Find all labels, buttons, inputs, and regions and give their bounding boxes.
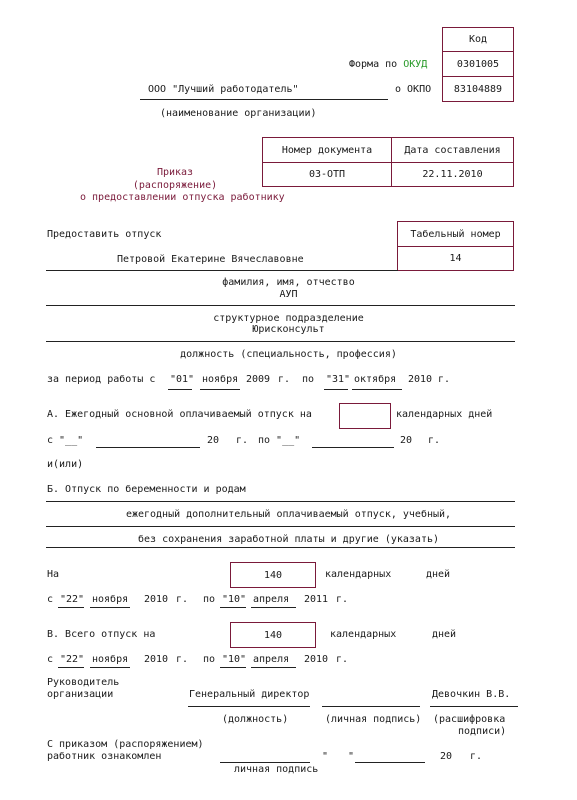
okpo-value: 83104889 [453, 83, 503, 95]
period-from-month: ноября [202, 374, 239, 385]
section-b-line2: без сохранения заработной платы и другие (указать) [137, 534, 440, 545]
head-position: Генеральный директор [189, 689, 310, 700]
doc-date-cell: 22.11.2010 [391, 162, 514, 187]
title-rasporyazhenie: (распоряжение) [132, 180, 218, 191]
department: АУП [279, 289, 298, 300]
ack-quote-2: " [348, 751, 355, 762]
head-name: Девочкин В.В. [432, 689, 511, 700]
section-v-days-box: 140 [230, 622, 316, 648]
section-b-from-year: 2010 [144, 594, 169, 605]
ack-quote-1: " [322, 751, 329, 762]
kod-label: Код [468, 34, 488, 45]
section-b-to-day: "10" [222, 594, 247, 605]
section-b-from-month-line [90, 607, 130, 608]
section-a-g2: г. [428, 435, 441, 446]
section-v-to-month: апреля [253, 654, 290, 665]
grant-label: Предоставить отпуск [47, 229, 162, 240]
position-line [46, 341, 515, 342]
period-from-day-line [168, 389, 192, 390]
section-v-from-c: с [47, 654, 54, 665]
head-sign-line [322, 706, 420, 707]
cap-personal-sign: личная подпись [234, 764, 319, 775]
cap-decode-2: подписи) [458, 726, 507, 737]
section-b-to-year: 2011 [304, 594, 329, 605]
period-g1: г. [278, 374, 291, 385]
employee-name: Петровой Екатерине Вячеславовне [117, 254, 304, 265]
and-or: и(или) [47, 459, 84, 470]
section-v-to-month-line [251, 667, 296, 668]
section-b-days-label: календарных [325, 569, 392, 580]
section-a-to: по "__" [258, 435, 301, 446]
position: Юрисконсульт [252, 324, 325, 335]
section-v-from-month-line [90, 667, 130, 668]
section-a-to-line [312, 447, 394, 448]
title-subject: о предоставлении отпуска работнику [80, 192, 285, 203]
department-line [46, 305, 515, 306]
position-caption: должность (специальность, профессия) [180, 349, 397, 360]
period-prefix: за период работы с [47, 374, 156, 385]
section-a-g1: г. [236, 435, 249, 446]
period-to-month: октября [354, 374, 397, 385]
section-v-to-word: по [203, 654, 216, 665]
period-to-year: 2010 [408, 374, 433, 385]
head-label-1: Руководитель [47, 677, 120, 688]
head-name-line [430, 706, 518, 707]
section-v-to-day-line [220, 667, 246, 668]
section-b-from-day: "22" [60, 594, 85, 605]
section-v-g1: г. [176, 654, 189, 665]
period-to-day: "31" [326, 374, 351, 385]
okud-label: ОКУД [403, 59, 428, 70]
doc-number-header: Номер документа [262, 137, 392, 163]
ack-g: г. [470, 751, 483, 762]
section-v-days-word: дней [432, 629, 457, 640]
section-a-text: А. Ежегодный основной оплачиваемый отпуск на [47, 409, 312, 420]
section-b-line2-bottom [46, 547, 515, 548]
period-from-month-line [200, 389, 240, 390]
period-from-year: 2009 [246, 374, 271, 385]
section-v-from-month: ноября [92, 654, 129, 665]
section-a-days-box [339, 403, 391, 429]
section-a-from: с "__" [47, 435, 84, 446]
period-g2: г. [438, 374, 451, 385]
forma-label: Форма по ОКУД [349, 59, 428, 70]
cap-sign: (личная подпись) [325, 714, 422, 725]
doc-date-header: Дата составления [391, 137, 514, 163]
section-a-year2: 20 [400, 435, 413, 446]
doc-number-cell: 03-ОТП [262, 162, 392, 187]
title-prikaz: Приказ [156, 167, 194, 178]
tab-number-cell: 14 [397, 246, 514, 271]
section-b-to-word: по [203, 594, 216, 605]
section-v-to-day: "10" [222, 654, 247, 665]
okud-cell [442, 51, 514, 77]
section-b-to-month-line [251, 607, 296, 608]
period-to-word: по [302, 374, 315, 385]
ack-line-1: С приказом (распоряжением) [47, 739, 204, 750]
org-caption: (наименование организации) [160, 108, 317, 119]
section-b-line1-top [46, 501, 515, 502]
ack-line-2: работник ознакомлен [47, 751, 162, 762]
tab-number-header: Табельный номер [397, 221, 514, 247]
okpo-label: о ОКПО [395, 84, 432, 95]
section-v-from-year: 2010 [144, 654, 169, 665]
ack-year: 20 [440, 751, 453, 762]
period-from-day: "01" [170, 374, 195, 385]
section-v-g2: г. [336, 654, 349, 665]
org-name-line [140, 99, 388, 100]
org-name: ООО "Лучший работодатель" [148, 84, 299, 95]
kod-header-cell [442, 27, 514, 52]
okud-value: 0301005 [456, 58, 500, 70]
section-b-line2-top [46, 526, 515, 527]
section-v-from-day-line [58, 667, 84, 668]
dept-caption: структурное подразделение [213, 313, 364, 324]
okpo-cell [442, 76, 514, 102]
section-b-g1: г. [176, 594, 189, 605]
head-label-2: организации [47, 689, 114, 700]
section-b-to-day-line [220, 607, 246, 608]
section-b-from-month: ноября [92, 594, 129, 605]
cap-position: (должность) [222, 714, 289, 725]
head-position-line [188, 706, 310, 707]
ack-sign-line [220, 762, 310, 763]
section-b-days-box: 140 [230, 562, 316, 588]
section-b-days-word: дней [426, 569, 451, 580]
employee-name-line [46, 270, 398, 271]
section-b-line1: ежегодный дополнительный оплачиваемый отпуск, учебный, [125, 509, 452, 520]
section-a-days-label: календарных дней [396, 409, 493, 420]
fio-caption: фамилия, имя, отчество [222, 277, 355, 288]
section-b-from-day-line [58, 607, 84, 608]
section-b-g2: г. [336, 594, 349, 605]
period-to-month-line [352, 389, 402, 390]
period-to-day-line [324, 389, 348, 390]
section-b-on: На [47, 569, 60, 580]
section-v-text: В. Всего отпуск на [47, 629, 156, 640]
section-b-text: Б. Отпуск по беременности и родам [47, 484, 246, 495]
cap-decode-1: (расшифровка [433, 714, 506, 725]
section-v-from-day: "22" [60, 654, 85, 665]
ack-date-line [355, 762, 425, 763]
section-b-from-c: с [47, 594, 54, 605]
section-a-from-line [96, 447, 200, 448]
section-v-to-year: 2010 [304, 654, 329, 665]
section-a-year1: 20 [207, 435, 220, 446]
section-b-to-month: апреля [253, 594, 290, 605]
section-v-days-label: календарных [330, 629, 397, 640]
